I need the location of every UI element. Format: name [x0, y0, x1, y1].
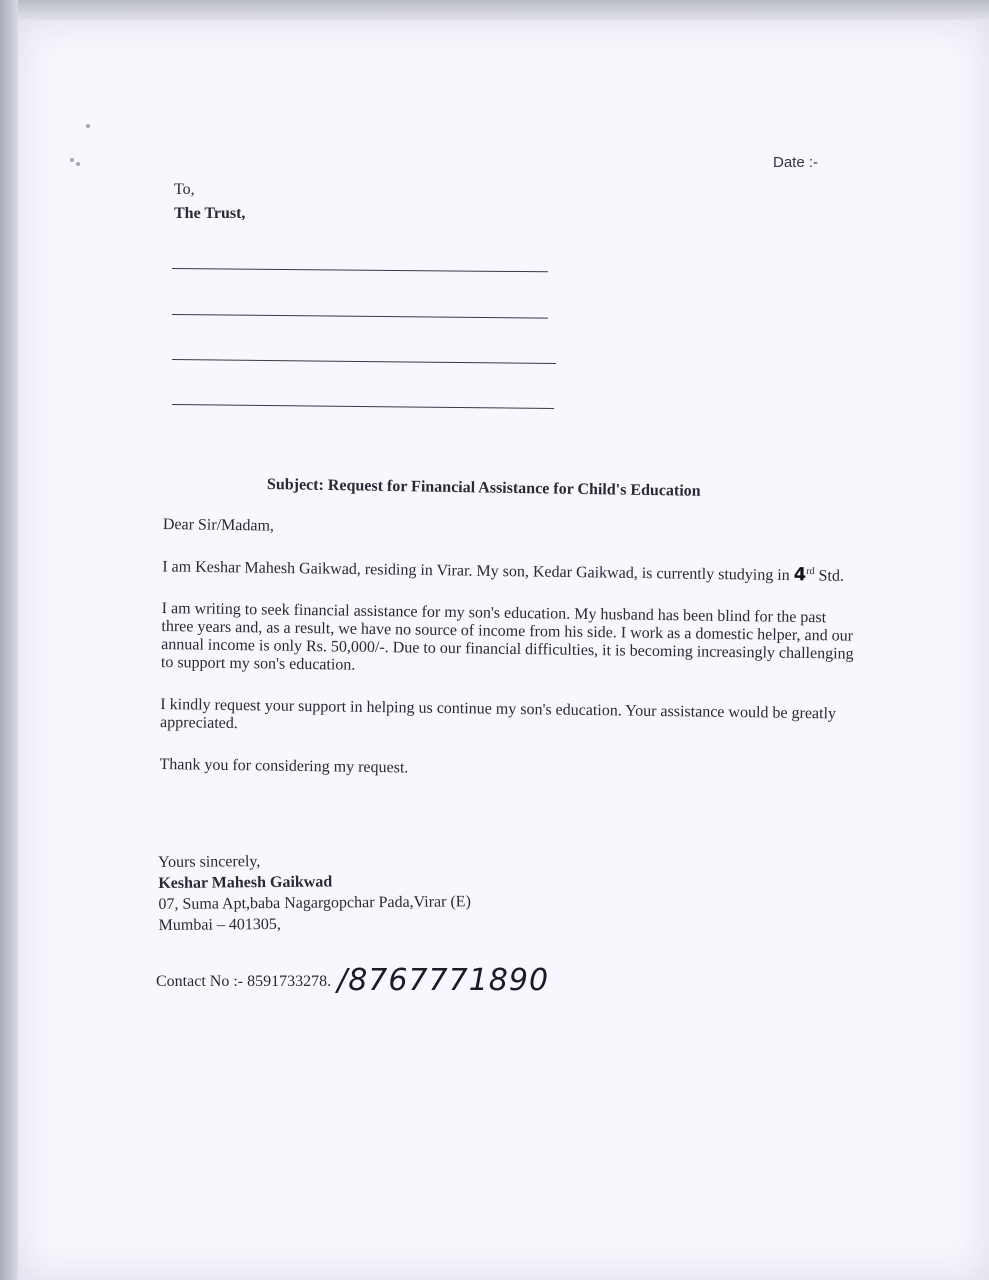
contact-label: Contact No :- 8591733278. [156, 973, 332, 990]
paragraph-intro [162, 554, 862, 586]
intro-std: Std. [818, 567, 845, 585]
scan-top-edge [0, 0, 989, 20]
scan-left-edge [0, 0, 18, 1280]
address-line: Mumbai – 401305, [158, 915, 281, 934]
scan-speck [76, 162, 80, 166]
paragraph-situation: I am writing to seek financial assistance for my son's education. My husband has been blind for the past three years and, as a result, we have no source of income from his side. I work as a domestic helper, and our annual income is only Rs. 50,000/-. Due to our financial difficulties, it is becoming increasingly challenging to support my son's education. [160, 600, 854, 675]
to-line: To, [174, 181, 195, 198]
address-line: 07, Suma Apt,baba Nagargopchar Pada,Virar (E) [158, 893, 471, 913]
salutation: Dear Sir/Madam, [162, 516, 275, 535]
closing-phrase: Yours sincerely, [158, 853, 261, 871]
grade-suffix: rd [806, 565, 815, 578]
recipient-name: The Trust, [174, 205, 246, 222]
scan-speck [70, 158, 74, 162]
paragraph-thanks: Thank you for considering my request. [159, 756, 409, 777]
date-label: Date :- [773, 154, 819, 171]
handwritten-contact-number: /8767771890 [337, 963, 550, 998]
recipient-block [174, 178, 245, 226]
intro-text: I am Keshar Mahesh Gaikwad, residing in Virar. My son, Kedar Gaikwad, is currently studying in [162, 558, 790, 585]
scan-speck [86, 124, 90, 128]
letter-subject: Subject: Request for Financial Assistance for Child's Education [266, 476, 701, 500]
contact-line [156, 963, 549, 998]
handwritten-grade: 4 [793, 564, 807, 586]
letter-body [159, 516, 863, 808]
signatory-name: Keshar Mahesh Gaikwad [158, 873, 333, 892]
closing-block [158, 849, 471, 936]
paragraph-request: I kindly request your support in helping us continue my son's education. Your assistance would be greatly appreciated. [159, 696, 837, 733]
